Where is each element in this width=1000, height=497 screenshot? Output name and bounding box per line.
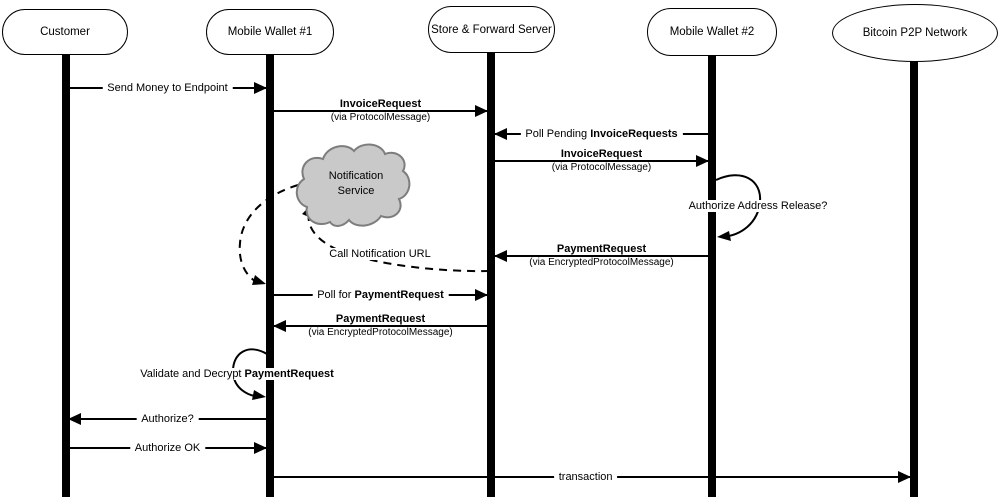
participant-label: Bitcoin P2P Network [862,27,968,39]
arrowhead-icon [696,155,709,167]
message-label: PaymentRequest (via EncryptedProtocolMessage) [529,242,674,268]
participant-label: Store & Forward Server [431,23,552,36]
label-call-notification-url: Call Notification URL [325,248,434,260]
message-label: transaction [554,471,618,483]
participant-label: Mobile Wallet #1 [227,26,313,38]
dashed-notify-wallet [240,185,298,283]
participant-label: Customer [40,26,90,38]
message-label: PaymentRequest (via EncryptedProtocolMessage) [308,312,453,338]
message-label: Authorize OK [130,442,205,454]
participant-store-forward-server [428,6,555,53]
message-label: Poll Pending InvoiceRequests [520,128,682,140]
participant-mobile-wallet-2 [647,8,777,56]
arrowhead-icon [717,231,731,241]
arrowhead-icon [68,413,81,425]
message-label: Authorize? [136,413,199,425]
arrowhead-icon [494,128,507,140]
message-label: Poll for PaymentRequest [312,289,449,301]
participant-mobile-wallet-1 [206,9,334,55]
message-label: InvoiceRequest (via ProtocolMessage) [551,147,652,173]
message-label: Send Money to Endpoint [102,82,232,94]
arrowhead-icon [475,289,488,301]
label-authorize-address-release: Authorize Address Release? [685,200,832,212]
arrowhead-icon [273,320,286,332]
arrowhead-icon [254,442,267,454]
arrowhead-icon [494,250,507,262]
notification-service-cloud-label: Notification Service [328,170,384,197]
participant-customer [2,9,128,55]
arrowhead-icon [898,471,911,483]
participant-bitcoin-p2p-network [832,4,998,62]
arrowhead-icon [475,105,488,117]
label-validate-decrypt-paymentrequest: Validate and Decrypt PaymentRequest [136,368,338,380]
arrowhead-icon [254,82,267,94]
arrowhead-icon [252,275,266,285]
participant-label: Mobile Wallet #2 [669,26,755,38]
message-label: InvoiceRequest (via ProtocolMessage) [330,97,431,123]
arrowhead-icon [252,390,266,400]
